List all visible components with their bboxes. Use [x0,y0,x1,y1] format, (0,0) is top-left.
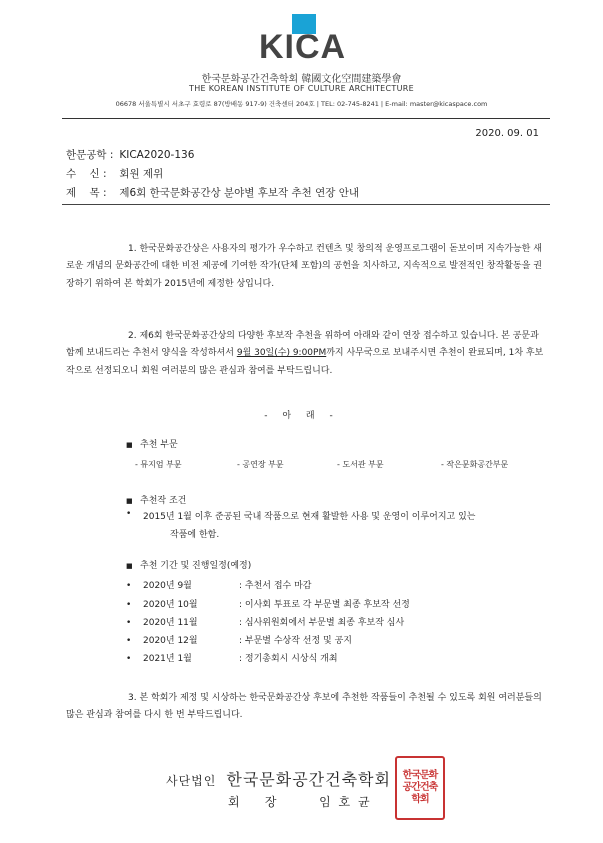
square-bullet-icon: ■ [126,562,133,570]
schedule-desc: : 정기총회시 시상식 개최 [239,654,338,664]
category-item: - 작은문화공간부문 [441,460,509,469]
official-seal [395,756,445,820]
paragraph-1 [66,241,548,293]
subject-divider [62,204,550,205]
schedule-desc: : 추천서 접수 마감 [239,581,312,591]
schedule-desc: : 부문별 수상작 선정 및 공지 [239,636,352,646]
category-item: - 공연장 부문 [237,460,284,469]
doc-number: KICA2020-136 [119,149,195,161]
subject-label: 제 목 : [66,187,107,199]
bullet-dot-icon: • [126,636,132,646]
eligibility-text-1: 2015년 1월 이후 준공된 국내 작품으로 현재 활발한 사용 및 운영이 이루어지고 있는 [143,512,476,522]
eligibility-text-2: 작품에 한함. [170,530,220,540]
paragraph-2-text-a: 2. 제6회 한국문화공간상의 다양한 후보작 추천을 위하여 아래와 같이 연장 접수하고 있습니다. 본 공문과 함께 보내드리는 추천서 양식을 작성하셔서 [66,331,539,359]
signature-president: 회 장 임 호 균 [228,795,372,809]
schedule-date: 2020년 11월 [143,618,198,628]
schedule-date: 2021년 1월 [143,654,192,664]
schedule-row [126,578,311,591]
recipient-line [66,166,163,181]
recipient: 회원 제위 [119,168,164,180]
bullet-dot-icon: • [126,654,132,664]
org-name: 한국문화공간건축학회 韓國文化空間建築學會 [201,74,402,85]
deadline-underlined: 9월 30일(수) 9:00PM [236,348,327,359]
schedule-row [126,651,338,664]
bullet-dot-icon: • [126,600,132,610]
signature-org-name: 한국문화공간건축학회 [226,770,391,789]
schedule-date: 2020년 10월 [143,600,198,610]
bullet-dot-icon: • [126,581,132,591]
doc-number-label: 한문공학 : [66,149,114,161]
paragraph-3-text: 3. 본 학회가 제정 및 시상하는 한국문화공간상 후보에 추천한 작품들이 추천될 수 있도록 회원 여러분들의 많은 관심과 참여를 다시 한 번 부탁드립니다. [66,693,542,721]
doc-date: 2020. 09. 01 [475,128,539,139]
schedule-row [126,633,352,646]
square-bullet-icon: ■ [126,441,133,449]
subject: 제6회 한국문화공간상 분야별 후보작 추천 연장 안내 [119,187,360,199]
paragraph-1-text: 1. 한국문화공간상은 사용자의 평가가 우수하고 컨텐츠 및 창의적 운영프로그램이 돋보이며 지속가능한 새로운 개념의 문화공간에 대한 비전 제공에 기여한 작가(단체 포함)의 공헌을 치사하고, 지속적으로 발전적인 창작활동을 권장하기 위하여 본 학회가 2015년에 제정한 상입니다. [66,244,542,289]
bullet-dot-icon: • [126,509,132,519]
paragraph-2 [66,328,548,380]
signature-prefix: 사단법인 [166,774,217,788]
schedule-row [126,597,410,610]
kica-logo [259,14,347,66]
section-categories [126,437,178,450]
section-categories-title: 추천 부문 [140,440,178,450]
square-bullet-icon: ■ [126,497,133,505]
seal-text: 한국문화공간건축학회 [402,770,438,805]
schedule-row [126,615,404,628]
section-schedule [126,558,251,571]
paragraph-3 [66,690,548,725]
bullet-dot-icon: • [126,618,132,628]
org-address: 06678 서울특별시 서초구 효령로 87(방배동 917-9) 건축센터 204호 | TEL: 02-745-8241 | E-mail: master@kicaspace.com [115,100,488,108]
subject-line [66,185,359,200]
org-name-english: THE KOREAN INSTITUTE OF CULTURE ARCHITECTURE [189,84,414,93]
schedule-date: 2020년 9월 [143,581,192,591]
schedule-desc: : 이사회 투표로 각 부문별 최종 후보작 선정 [239,600,410,610]
annex-title: - 아 래 - [264,411,339,421]
section-schedule-title: 추천 기간 및 진행일정(예정) [140,561,252,571]
signature-org [166,767,391,790]
logo-text: KICA [259,28,347,66]
schedule-desc: : 심사위원회에서 부문별 최종 후보작 심사 [239,618,405,628]
category-item: - 뮤지엄 부문 [135,460,182,469]
schedule-date: 2020년 12월 [143,636,198,646]
section-eligibility-title: 추천작 조건 [140,496,187,506]
doc-number-line [66,147,194,162]
recipient-label: 수 신 : [66,168,107,180]
paragraph-2-text-b: 까지 사무국으로 보내주시면 추천이 완료되며, 1차 후보작으로 선정되오니 회원 여러분의 많은 관심과 참여를 부탁드립니다. [66,348,544,376]
section-eligibility [126,493,186,506]
header-divider [62,118,550,119]
category-item: - 도서관 부문 [337,460,384,469]
